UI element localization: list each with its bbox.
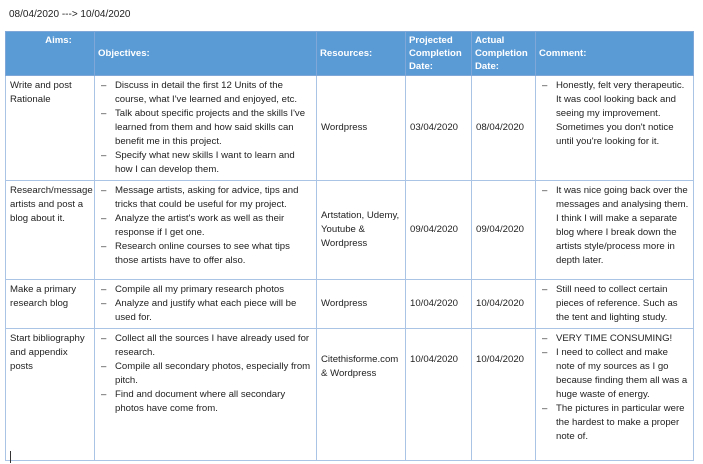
table-row xyxy=(6,329,694,461)
objectives-cell xyxy=(95,76,317,181)
header-projected: Projected Completion Date: xyxy=(406,32,472,76)
planning-table xyxy=(5,31,694,461)
objectives-cell xyxy=(95,280,317,329)
table-row xyxy=(6,181,694,280)
actual-date-cell: 09/04/2020 xyxy=(472,181,536,280)
objective-item: – Compile all secondary photos, especially from pitch. xyxy=(99,360,312,388)
header-actual: Actual Completion Date: xyxy=(472,32,536,76)
header-aims: Aims: xyxy=(6,32,95,76)
objectives-cell xyxy=(95,329,317,461)
objective-item: – Compile all my primary research photos xyxy=(99,283,312,297)
projected-date-cell: 10/04/2020 xyxy=(406,329,472,461)
comment-cell xyxy=(536,280,694,329)
resources-cell: Wordpress xyxy=(317,280,406,329)
objective-item: – Specify what new skills I want to learn and how I can develop them. xyxy=(99,149,312,177)
actual-date-cell: 10/04/2020 xyxy=(472,280,536,329)
comment-item: – VERY TIME CONSUMING! xyxy=(540,332,689,346)
aim-cell: Start bibliography and appendix posts xyxy=(6,329,95,461)
actual-date-cell: 08/04/2020 xyxy=(472,76,536,181)
objective-item: – Analyze the artist's work as well as their response if I get one. xyxy=(99,212,312,240)
aim-cell: Write and post Rationale xyxy=(6,76,95,181)
comment-cell xyxy=(536,181,694,280)
resources-cell: Wordpress xyxy=(317,76,406,181)
text-cursor xyxy=(10,451,11,463)
objective-item: – Talk about specific projects and the skills I've learned from them and how said skills can benefit me in this project. xyxy=(99,107,312,149)
objective-item: – Research online courses to see what tips those artists have to offer also. xyxy=(99,240,312,268)
objective-item: – Find and document where all secondary photos have come from. xyxy=(99,388,312,416)
projected-date-cell: 09/04/2020 xyxy=(406,181,472,280)
projected-date-cell: 03/04/2020 xyxy=(406,76,472,181)
header-row xyxy=(6,32,694,76)
comment-cell xyxy=(536,76,694,181)
table-row xyxy=(6,280,694,329)
header-comment: Comment: xyxy=(536,32,694,76)
header-resources: Resources: xyxy=(317,32,406,76)
header-objectives: Objectives: xyxy=(95,32,317,76)
comment-cell xyxy=(536,329,694,461)
aim-cell: Make a primary research blog xyxy=(6,280,95,329)
resources-cell: Artstation, Udemy, Youtube & Wordpress xyxy=(317,181,406,280)
table-row xyxy=(6,76,694,181)
objective-item: – Analyze and justify what each piece will be used for. xyxy=(99,297,312,325)
comment-item: – It was nice going back over the messages and analysing them. I think I will make a separate blog where I break down the artists style/process more in depth later. xyxy=(540,184,689,268)
objectives-cell xyxy=(95,181,317,280)
objective-item: – Message artists, asking for advice, tips and tricks that could be useful for my project. xyxy=(99,184,312,212)
comment-item: – Still need to collect certain pieces of reference. Such as the tent and lighting study. xyxy=(540,283,689,325)
resources-cell: Citethisforme.com & Wordpress xyxy=(317,329,406,461)
aim-cell: Research/message artists and post a blog about it. xyxy=(6,181,95,280)
date-range: 08/04/2020 ---> 10/04/2020 xyxy=(9,9,131,20)
comment-item: – The pictures in particular were the hardest to make a proper note of. xyxy=(540,402,689,444)
objective-item: – Discuss in detail the first 12 Units of the course, what I've learned and enjoyed, etc. xyxy=(99,79,312,107)
objective-item: – Collect all the sources I have already used for research. xyxy=(99,332,312,360)
comment-item: – I need to collect and make note of my sources as I go because finding them all was a huge waste of energy. xyxy=(540,346,689,402)
actual-date-cell: 10/04/2020 xyxy=(472,329,536,461)
comment-item: – Honestly, felt very therapeutic. It was cool looking back and seeing my improvement. Sometimes you don't notice until you're looking for it. xyxy=(540,79,689,149)
projected-date-cell: 10/04/2020 xyxy=(406,280,472,329)
